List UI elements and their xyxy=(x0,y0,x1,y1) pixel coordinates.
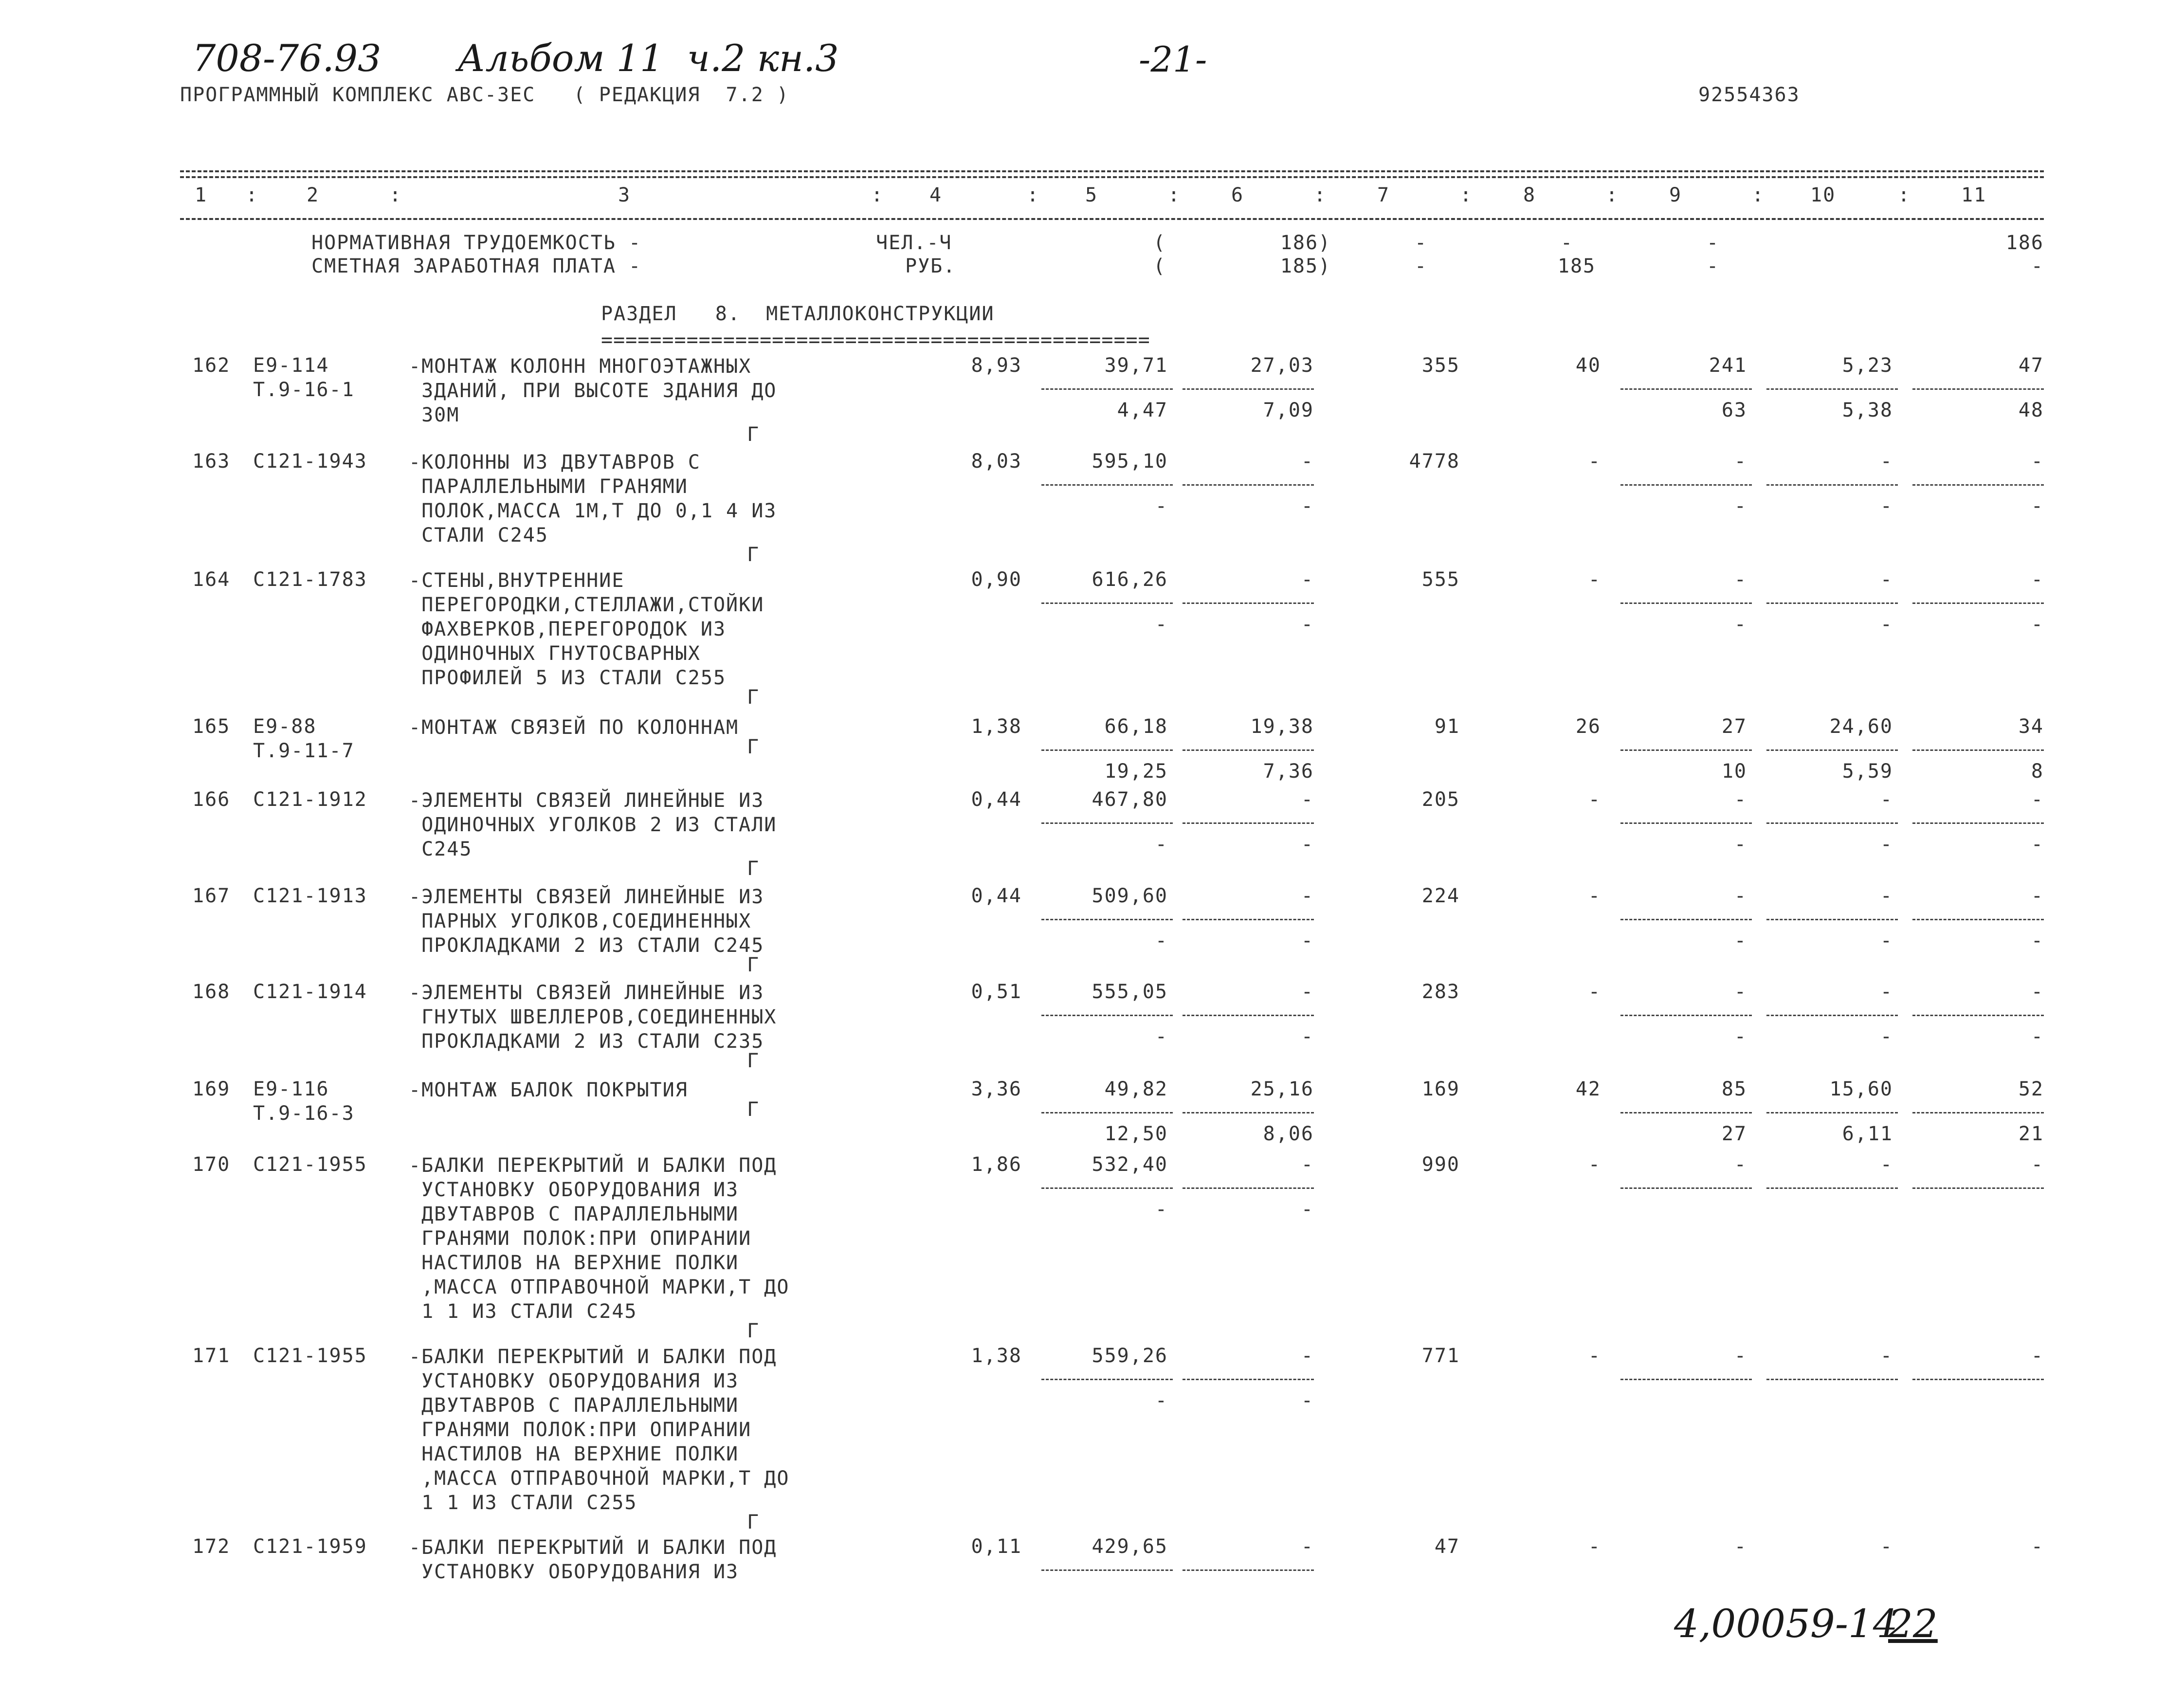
cell-divider-line xyxy=(1041,484,1173,486)
row-marker: Г xyxy=(747,954,760,976)
row-marker: Г xyxy=(747,736,760,758)
row-col8: - xyxy=(1588,885,1601,907)
cell-divider-line xyxy=(1183,1112,1314,1113)
cell-divider-line xyxy=(1620,602,1752,604)
row-col5-lower: - xyxy=(1155,1025,1168,1048)
row-marker: Г xyxy=(747,857,760,880)
row-col5: 559,26 xyxy=(1092,1345,1168,1367)
row-col6: - xyxy=(1301,885,1314,907)
row-col7: 4778 xyxy=(1409,450,1460,473)
row-col4: 1,86 xyxy=(971,1153,1022,1176)
row-col8: 26 xyxy=(1575,715,1601,738)
column-number: 9 xyxy=(1669,184,1682,206)
column-separator: : xyxy=(1314,184,1327,206)
row-description: -ЭЛЕМЕНТЫ СВЯЗЕЙ ЛИНЕЙНЫЕ ИЗ ГНУТЫХ ШВЕЛЛЕРОВ,СОЕДИНЕННЫХ ПРОКЛАДКАМИ 2 ИЗ СТАЛИ С235 xyxy=(409,982,777,1053)
column-separator: : xyxy=(871,184,884,206)
row-description: -СТЕНЫ,ВНУТРЕННИЕ ПЕРЕГОРОДКИ,СТЕЛЛАЖИ,СТОЙКИ ФАХВЕРКОВ,ПЕРЕГОРОДОК ИЗ ОДИНОЧНЫХ ГНУТОСВАРНЫХ ПРОФИЛЕЙ 5 ИЗ СТАЛИ С255 xyxy=(409,569,764,689)
cell-divider-line xyxy=(1912,388,2044,390)
labor-col7: - xyxy=(1414,232,1428,254)
row-code: Е9-116 xyxy=(253,1078,329,1100)
row-col4: 0,11 xyxy=(971,1535,1022,1558)
labor-unit: ЧЕЛ.-Ч xyxy=(876,232,952,254)
row-col6: - xyxy=(1301,981,1314,1003)
row-col11-lower: - xyxy=(2031,833,2044,856)
row-col9: - xyxy=(1734,1345,1747,1367)
cell-divider-line xyxy=(1183,484,1314,486)
section-underline: ============================================= xyxy=(601,329,1150,351)
row-col10-lower: - xyxy=(1880,1025,1893,1048)
column-number: 1 xyxy=(195,184,208,206)
handwritten-stamp: 4,00059-14 xyxy=(1674,1601,1898,1646)
cell-divider-line xyxy=(1912,1015,2044,1016)
row-code: С121-1943 xyxy=(253,450,367,473)
row-col8: - xyxy=(1588,568,1601,591)
row-code: С121-1913 xyxy=(253,885,367,907)
cell-divider-line xyxy=(1620,1187,1752,1189)
row-col11-lower: - xyxy=(2031,613,2044,636)
row-number: 170 xyxy=(192,1153,231,1176)
cell-divider-line xyxy=(1041,1569,1173,1571)
row-code: Е9-88 xyxy=(253,715,317,738)
row-col6-lower: - xyxy=(1301,930,1314,952)
row-col9-lower: - xyxy=(1734,1025,1747,1048)
row-col9: - xyxy=(1734,568,1747,591)
cell-divider-line xyxy=(1041,1015,1173,1016)
row-description: -БАЛКИ ПЕРЕКРЫТИЙ И БАЛКИ ПОД УСТАНОВКУ ОБОРУДОВАНИЯ ИЗ ДВУТАВРОВ С ПАРАЛЛЕЛЬНЫМИ ГРАНЯМИ ПОЛОК:ПРИ ОПИРАНИИ НАСТИЛОВ НА ВЕРХНИЕ ПОЛКИ ,МАССА ОТПРАВОЧНОЙ МАРКИ,Т ДО 1 1 ИЗ СТАЛИ С255 xyxy=(409,1346,790,1514)
row-col7: 224 xyxy=(1421,885,1460,907)
row-col11-lower: - xyxy=(2031,495,2044,517)
row-number: 172 xyxy=(192,1535,231,1558)
row-col6: - xyxy=(1301,568,1314,591)
row-col5: 595,10 xyxy=(1092,450,1168,473)
row-col9: - xyxy=(1734,450,1747,473)
row-col9-lower: 27 xyxy=(1721,1123,1747,1145)
row-col4: 1,38 xyxy=(971,1345,1022,1367)
row-col9: - xyxy=(1734,788,1747,811)
row-number: 163 xyxy=(192,450,231,473)
row-col5: 66,18 xyxy=(1104,715,1168,738)
row-col6-lower: - xyxy=(1301,495,1314,517)
row-col5-lower: 4,47 xyxy=(1117,399,1168,421)
row-col10: - xyxy=(1880,568,1893,591)
labor-col6: ( 186) xyxy=(1153,232,1331,254)
column-separator: : xyxy=(1606,184,1619,206)
row-col10: 24,60 xyxy=(1829,715,1893,738)
row-col11: - xyxy=(2031,981,2044,1003)
cell-divider-line xyxy=(1620,822,1752,824)
row-col10: 5,23 xyxy=(1842,354,1893,377)
cell-divider-line xyxy=(1766,919,1898,920)
row-col11-lower: 21 xyxy=(2018,1123,2044,1145)
row-number: 165 xyxy=(192,715,231,738)
row-code: С121-1959 xyxy=(253,1535,367,1558)
cell-divider-line xyxy=(1183,1569,1314,1571)
row-col5: 509,60 xyxy=(1092,885,1168,907)
row-col6: 25,16 xyxy=(1250,1078,1314,1100)
row-col6: 27,03 xyxy=(1250,354,1314,377)
cell-divider-line xyxy=(1620,484,1752,486)
row-col4: 8,03 xyxy=(971,450,1022,473)
row-marker: Г xyxy=(747,686,760,709)
row-col6-lower: 8,06 xyxy=(1263,1123,1314,1145)
row-col9: 241 xyxy=(1709,354,1747,377)
wage-unit: РУБ. xyxy=(905,255,956,277)
row-col9: - xyxy=(1734,981,1747,1003)
cell-divider-line xyxy=(1620,749,1752,751)
wage-label: СМЕТНАЯ ЗАРАБОТНАЯ ПЛАТА - xyxy=(311,255,642,277)
cell-divider-line xyxy=(1183,822,1314,824)
row-col7: 91 xyxy=(1434,715,1460,738)
page-number: -21- xyxy=(1139,39,1207,80)
row-code: С121-1955 xyxy=(253,1153,367,1176)
row-col5-lower: 19,25 xyxy=(1104,760,1168,783)
wage-col6: ( 185) xyxy=(1153,255,1331,277)
row-col9-lower: - xyxy=(1734,833,1747,856)
row-col10: - xyxy=(1880,885,1893,907)
row-col8: 40 xyxy=(1575,354,1601,377)
cell-divider-line xyxy=(1620,388,1752,390)
row-col7: 169 xyxy=(1421,1078,1460,1100)
row-col10-lower: - xyxy=(1880,930,1893,952)
row-col9: - xyxy=(1734,1535,1747,1558)
row-col6: - xyxy=(1301,450,1314,473)
row-code: С121-1914 xyxy=(253,981,367,1003)
cell-divider-line xyxy=(1766,822,1898,824)
row-description: -БАЛКИ ПЕРЕКРЫТИЙ И БАЛКИ ПОД УСТАНОВКУ ОБОРУДОВАНИЯ ИЗ ДВУТАВРОВ С ПАРАЛЛЕЛЬНЫМИ ГРАНЯМИ ПОЛОК:ПРИ ОПИРАНИИ НАСТИЛОВ НА ВЕРХНИЕ ПОЛКИ ,МАССА ОТПРАВОЧНОЙ МАРКИ,Т ДО 1 1 ИЗ СТАЛИ С245 xyxy=(409,1154,790,1323)
header-rule-top-2 xyxy=(180,176,2044,178)
row-description: -КОЛОННЫ ИЗ ДВУТАВРОВ С ПАРАЛЛЕЛЬНЫМИ ГРАНЯМИ ПОЛОК,МАССА 1М,Т ДО 0,1 4 ИЗ СТАЛИ С245 xyxy=(409,451,777,547)
document-number: 92554363 xyxy=(1698,84,1800,106)
wage-col8: 185 xyxy=(1557,255,1596,277)
row-col9-lower: - xyxy=(1734,930,1747,952)
row-code: Е9-114 xyxy=(253,354,329,377)
row-col11: 52 xyxy=(2018,1078,2044,1100)
cell-divider-line xyxy=(1620,1379,1752,1380)
cell-divider-line xyxy=(1912,1112,2044,1113)
cell-divider-line xyxy=(1041,822,1173,824)
cell-divider-line xyxy=(1912,919,2044,920)
row-col11: - xyxy=(2031,1345,2044,1367)
row-col5: 467,80 xyxy=(1092,788,1168,811)
row-col8: - xyxy=(1588,1535,1601,1558)
row-col6: - xyxy=(1301,788,1314,811)
row-col5: 39,71 xyxy=(1104,354,1168,377)
row-col10: - xyxy=(1880,450,1893,473)
row-col8: - xyxy=(1588,1153,1601,1176)
row-col5-lower: - xyxy=(1155,930,1168,952)
row-col9-lower: 63 xyxy=(1721,399,1747,421)
row-description: -ЭЛЕМЕНТЫ СВЯЗЕЙ ЛИНЕЙНЫЕ ИЗ ПАРНЫХ УГОЛКОВ,СОЕДИНЕННЫХ ПРОКЛАДКАМИ 2 ИЗ СТАЛИ С245 xyxy=(409,886,764,957)
row-col8: - xyxy=(1588,981,1601,1003)
row-col6-lower: - xyxy=(1301,1389,1314,1412)
row-col11-lower: - xyxy=(2031,1025,2044,1048)
row-col11-lower: 48 xyxy=(2018,399,2044,421)
row-col5: 429,65 xyxy=(1092,1535,1168,1558)
labor-col8: - xyxy=(1560,232,1574,254)
row-col9: - xyxy=(1734,885,1747,907)
cell-divider-line xyxy=(1912,1379,2044,1380)
row-col6-lower: 7,36 xyxy=(1263,760,1314,783)
row-col5-lower: - xyxy=(1155,833,1168,856)
row-col5-lower: - xyxy=(1155,1389,1168,1412)
column-number: 4 xyxy=(929,184,943,206)
row-col6-lower: - xyxy=(1301,833,1314,856)
row-col4: 8,93 xyxy=(971,354,1022,377)
row-col9: 85 xyxy=(1721,1078,1747,1100)
cell-divider-line xyxy=(1766,1187,1898,1189)
row-col7: 355 xyxy=(1421,354,1460,377)
row-code: С121-1783 xyxy=(253,568,367,591)
cell-divider-line xyxy=(1912,602,2044,604)
cell-divider-line xyxy=(1183,919,1314,920)
row-number: 169 xyxy=(192,1078,231,1100)
cell-divider-line xyxy=(1183,1187,1314,1189)
row-col11: - xyxy=(2031,450,2044,473)
cell-divider-line xyxy=(1912,484,2044,486)
row-col5-lower: - xyxy=(1155,613,1168,636)
cell-divider-line xyxy=(1183,602,1314,604)
row-code-secondary: Т.9-11-7 xyxy=(253,740,355,762)
row-col10: - xyxy=(1880,788,1893,811)
column-number: 6 xyxy=(1231,184,1244,206)
row-number: 164 xyxy=(192,568,231,591)
row-description: -МОНТАЖ СВЯЗЕЙ ПО КОЛОННАМ xyxy=(409,716,739,739)
row-marker: Г xyxy=(747,1320,760,1342)
row-code: С121-1912 xyxy=(253,788,367,811)
row-description: -МОНТАЖ КОЛОНН МНОГОЭТАЖНЫХ ЗДАНИЙ, ПРИ ВЫСОТЕ ЗДАНИЯ ДО 30М xyxy=(409,355,777,426)
row-col6: - xyxy=(1301,1535,1314,1558)
row-col10: - xyxy=(1880,1535,1893,1558)
row-col4: 3,36 xyxy=(971,1078,1022,1100)
row-col10-lower: 5,38 xyxy=(1842,399,1893,421)
cell-divider-line xyxy=(1766,602,1898,604)
column-separator: : xyxy=(1027,184,1040,206)
header-rule-top xyxy=(180,170,2044,172)
row-number: 162 xyxy=(192,354,231,377)
column-number: 11 xyxy=(1961,184,1987,206)
row-description: -ЭЛЕМЕНТЫ СВЯЗЕЙ ЛИНЕЙНЫЕ ИЗ ОДИНОЧНЫХ УГОЛКОВ 2 ИЗ СТАЛИ С245 xyxy=(409,789,777,860)
cell-divider-line xyxy=(1912,749,2044,751)
labor-col11: 186 xyxy=(2005,232,2044,254)
row-col9: - xyxy=(1734,1153,1747,1176)
row-col11: - xyxy=(2031,788,2044,811)
cell-divider-line xyxy=(1183,749,1314,751)
cell-divider-line xyxy=(1766,1015,1898,1016)
row-col11: 47 xyxy=(2018,354,2044,377)
row-col8: 42 xyxy=(1575,1078,1601,1100)
cell-divider-line xyxy=(1041,1379,1173,1380)
row-marker: Г xyxy=(747,1050,760,1072)
program-line: ПРОГРАММНЫЙ КОМПЛЕКС АВС-ЗЕС ( РЕДАКЦИЯ 7.2 ) xyxy=(180,84,789,106)
row-number: 168 xyxy=(192,981,231,1003)
column-separator: : xyxy=(1460,184,1473,206)
row-col11-lower: 8 xyxy=(2031,760,2044,783)
row-code-secondary: Т.9-16-3 xyxy=(253,1102,355,1125)
wage-col9: - xyxy=(1706,255,1720,277)
row-col6-lower: - xyxy=(1301,1198,1314,1221)
row-col10-lower: - xyxy=(1880,833,1893,856)
row-col5: 616,26 xyxy=(1092,568,1168,591)
row-col6: - xyxy=(1301,1345,1314,1367)
cell-divider-line xyxy=(1766,749,1898,751)
row-col9-lower: 10 xyxy=(1721,760,1747,783)
row-marker: Г xyxy=(747,423,760,446)
row-col9: 27 xyxy=(1721,715,1747,738)
row-marker: Г xyxy=(747,1098,760,1121)
wage-col11: - xyxy=(2031,255,2044,277)
row-col4: 0,44 xyxy=(971,885,1022,907)
row-col7: 47 xyxy=(1434,1535,1460,1558)
row-col11-lower: - xyxy=(2031,930,2044,952)
row-col7: 771 xyxy=(1421,1345,1460,1367)
column-number: 5 xyxy=(1085,184,1098,206)
cell-divider-line xyxy=(1183,1379,1314,1380)
row-col5: 49,82 xyxy=(1104,1078,1168,1100)
cell-divider-line xyxy=(1183,1015,1314,1016)
cell-divider-line xyxy=(1912,822,2044,824)
cell-divider-line xyxy=(1620,919,1752,920)
cell-divider-line xyxy=(1041,388,1173,390)
row-col7: 283 xyxy=(1421,981,1460,1003)
labor-label: НОРМАТИВНАЯ ТРУДОЕМКОСТЬ - xyxy=(311,232,642,254)
column-number: 2 xyxy=(307,184,320,206)
cell-divider-line xyxy=(1766,484,1898,486)
row-col6: 19,38 xyxy=(1250,715,1314,738)
row-col8: - xyxy=(1588,788,1601,811)
column-separator: : xyxy=(389,184,402,206)
labor-col9: - xyxy=(1706,232,1720,254)
column-number: 10 xyxy=(1810,184,1836,206)
row-col5: 532,40 xyxy=(1092,1153,1168,1176)
cell-divider-line xyxy=(1041,749,1173,751)
row-col8: - xyxy=(1588,1345,1601,1367)
cell-divider-line xyxy=(1041,919,1173,920)
column-number: 3 xyxy=(618,184,631,206)
row-col9-lower: - xyxy=(1734,495,1747,517)
row-code: С121-1955 xyxy=(253,1345,367,1367)
row-col11: - xyxy=(2031,885,2044,907)
row-marker: Г xyxy=(747,544,760,566)
column-number: 8 xyxy=(1523,184,1536,206)
row-col4: 0,90 xyxy=(971,568,1022,591)
row-col11: - xyxy=(2031,568,2044,591)
row-col8: - xyxy=(1588,450,1601,473)
row-col10-lower: - xyxy=(1880,613,1893,636)
row-col9-lower: - xyxy=(1734,613,1747,636)
row-col5: 555,05 xyxy=(1092,981,1168,1003)
column-number: 7 xyxy=(1377,184,1390,206)
row-col6-lower: - xyxy=(1301,613,1314,636)
column-separator: : xyxy=(1752,184,1765,206)
wage-col7: - xyxy=(1414,255,1428,277)
cell-divider-line xyxy=(1912,1187,2044,1189)
row-col6-lower: - xyxy=(1301,1025,1314,1048)
row-col10: - xyxy=(1880,1153,1893,1176)
row-code-secondary: Т.9-16-1 xyxy=(253,379,355,401)
handwritten-code: 708-76.93 xyxy=(192,36,382,80)
row-col5-lower: - xyxy=(1155,495,1168,517)
row-col11: - xyxy=(2031,1535,2044,1558)
cell-divider-line xyxy=(1766,1379,1898,1380)
cell-divider-line xyxy=(1041,1112,1173,1113)
column-separator: : xyxy=(1898,184,1911,206)
row-col7: 990 xyxy=(1421,1153,1460,1176)
row-col10-lower: 6,11 xyxy=(1842,1123,1893,1145)
row-col10: - xyxy=(1880,1345,1893,1367)
row-col7: 205 xyxy=(1421,788,1460,811)
cell-divider-line xyxy=(1620,1112,1752,1113)
column-separator: : xyxy=(246,184,259,206)
row-col11: - xyxy=(2031,1153,2044,1176)
column-separator: : xyxy=(1168,184,1181,206)
row-col4: 0,51 xyxy=(971,981,1022,1003)
row-col5-lower: - xyxy=(1155,1198,1168,1221)
row-number: 167 xyxy=(192,885,231,907)
cell-divider-line xyxy=(1041,1187,1173,1189)
cell-divider-line xyxy=(1766,388,1898,390)
cell-divider-line xyxy=(1041,602,1173,604)
row-description: -БАЛКИ ПЕРЕКРЫТИЙ И БАЛКИ ПОД УСТАНОВКУ ОБОРУДОВАНИЯ ИЗ xyxy=(409,1536,777,1583)
row-col4: 1,38 xyxy=(971,715,1022,738)
section-title: РАЗДЕЛ 8. МЕТАЛЛОКОНСТРУКЦИИ xyxy=(601,303,995,325)
handwritten-album: Альбом 11 ч.2 кн.3 xyxy=(457,36,839,80)
cell-divider-line xyxy=(1620,1015,1752,1016)
cell-divider-line xyxy=(1766,1112,1898,1113)
row-col7: 555 xyxy=(1421,568,1460,591)
row-col10-lower: - xyxy=(1880,495,1893,517)
row-number: 166 xyxy=(192,788,231,811)
row-number: 171 xyxy=(192,1345,231,1367)
cell-divider-line xyxy=(1183,388,1314,390)
row-col4: 0,44 xyxy=(971,788,1022,811)
row-col10: - xyxy=(1880,981,1893,1003)
row-col10: 15,60 xyxy=(1829,1078,1893,1100)
row-col6: - xyxy=(1301,1153,1314,1176)
row-marker: Г xyxy=(747,1511,760,1533)
row-col6-lower: 7,09 xyxy=(1263,399,1314,421)
row-description: -МОНТАЖ БАЛОК ПОКРЫТИЯ xyxy=(409,1079,688,1101)
row-col5-lower: 12,50 xyxy=(1104,1123,1168,1145)
handwritten-sheet: 22 xyxy=(1888,1601,1938,1646)
row-col10-lower: 5,59 xyxy=(1842,760,1893,783)
row-col11: 34 xyxy=(2018,715,2044,738)
header-rule-bottom xyxy=(180,218,2044,220)
